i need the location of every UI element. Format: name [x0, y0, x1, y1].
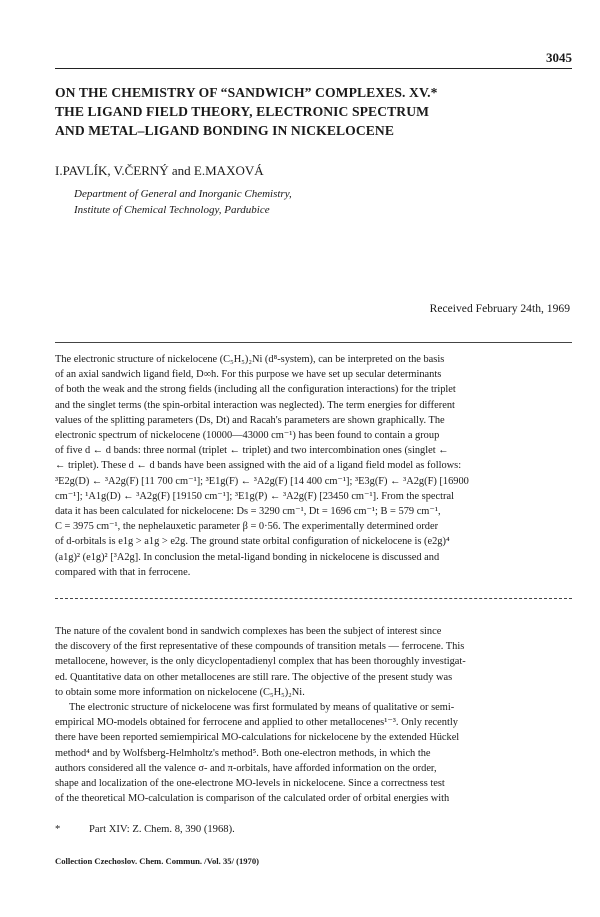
affiliation-line-2: Institute of Chemical Technology, Pardubice — [74, 203, 270, 216]
body-line: there have been reported semiempirical MO-calculations for nickelocene by the extended Hückel — [55, 732, 460, 744]
body-line: to obtain some more information on nickelocene (C₅H₅)₂Ni. — [55, 686, 305, 698]
body-line: the discovery of the first representative of these compounds of transition metals — ferrocene. This — [55, 641, 465, 653]
body-line: empirical MO-models obtained for ferrocene and applied to other metallocenes¹⁻³. Only recently — [55, 717, 458, 729]
title-line-3: AND METAL–LIGAND BONDING IN NICKELOCENE — [55, 123, 394, 138]
abstract-line: C = 3975 cm⁻¹, the nephelauxetic parameter β = 0·56. The experimentally determined order — [55, 521, 439, 533]
received-date: Received February 24th, 1969 — [429, 302, 570, 315]
abstract-line: of d-orbitals is e1g > a1g > e2g. The ground state orbital configuration of nickelocene is (e2g)⁴ — [55, 536, 450, 548]
authors: I.PAVLÍK, V.ČERNÝ and E.MAXOVÁ — [55, 163, 264, 178]
body-line: metallocene, however, is the only dicyclopentadienyl complex that has been thoroughly investigat- — [55, 656, 466, 668]
footnote-mark: * — [55, 824, 61, 835]
abstract-line: and the singlet terms (the spin-orbital interaction was neglected). The term energies for different — [55, 399, 455, 411]
article-title — [55, 83, 572, 140]
abstract-line: compared with that in ferrocene. — [55, 566, 191, 578]
abstract-bottom-rule — [55, 598, 572, 599]
body-line: ed. Quantitative data on other metallocenes are still rare. The objective of the present study was — [55, 671, 453, 683]
abstract — [55, 352, 572, 580]
header-rule — [55, 68, 572, 69]
abstract-line: data it has been calculated for nickelocene: Ds = 3290 cm⁻¹, Dt = 1696 cm⁻¹; B = 579 cm⁻¹, — [55, 506, 441, 518]
body-line: The nature of the covalent bond in sandwich complexes has been the subject of interest since — [55, 626, 442, 637]
journal-citation: Collection Czechoslov. Chem. Commun. /Vol. 35/ (1970) — [55, 856, 260, 866]
title-line-2: THE LIGAND FIELD THEORY, ELECTRONIC SPECTRUM — [55, 104, 430, 119]
abstract-line: ← triplet). These d ← d bands have been assigned with the aid of a ligand field model as follows: — [55, 460, 462, 472]
abstract-line: of both the weak and the strong fields (including all the configuration interactions) for the triplet — [55, 384, 456, 396]
abstract-line: (a1g)² (e1g)² [³A2g]. In conclusion the metal-ligand bonding in nickelocene is discussed and — [55, 551, 440, 563]
affiliation-line-1: Department of General and Inorganic Chemistry, — [74, 188, 292, 200]
abstract-line: of an axial sandwich ligand field, D∞h. For this purpose we have set up secular determinants — [55, 369, 442, 381]
abstract-line: of five d ← d bands: three normal (triplet ← triplet) and two intercombination ones (singlet ← — [55, 445, 449, 457]
footnote-text: Part XIV: Z. Chem. 8, 390 (1968). — [89, 824, 235, 835]
body-line: authors considered all the valence σ- and π-orbitals, have afforded information on the order, — [55, 762, 437, 774]
abstract-line: cm⁻¹]; ¹A1g(D) ← ³A2g(F) [19150 cm⁻¹]; ³E1g(P) ← ³A2g(F) [23450 cm⁻¹]. From the spectral — [55, 490, 454, 502]
abstract-top-rule — [55, 342, 572, 343]
page-number: 3045 — [546, 50, 572, 65]
body-text — [55, 624, 572, 806]
abstract-line: ³E2g(D) ← ³A2g(F) [11 700 cm⁻¹]; ³E1g(F) ← ³A2g(F) [14 400 cm⁻¹]; ³E3g(F) ← ³A2g(F) [16900 — [55, 475, 469, 487]
abstract-line: electronic spectrum of nickelocene (10000—43000 cm⁻¹) has been found to contain a group — [55, 430, 440, 442]
abstract-line: values of the splitting parameters (Ds, Dt) and Racah's parameters are shown graphically. The — [55, 414, 445, 426]
title-line-1: ON THE CHEMISTRY OF “SANDWICH” COMPLEXES. XV.* — [55, 85, 438, 100]
footnote — [55, 824, 235, 835]
abstract-line: The electronic structure of nickelocene (C₅H₅)₂Ni (d⁸-system), can be interpreted on the basis — [55, 354, 445, 365]
affiliation — [74, 187, 292, 218]
body-line: The electronic structure of nickelocene was first formulated by means of qualitative or semi- — [69, 702, 455, 714]
body-line: shape and localization of the one-electrone MO-levels in nickelocene. Since a correctness test — [55, 778, 445, 790]
body-line: method⁴ and by Wolfsberg-Helmholtz's method⁵. Both one-electron methods, in which the — [55, 747, 431, 759]
body-line: of the theoretical MO-calculation is comparison of the calculated order of orbital energies with — [55, 793, 450, 805]
